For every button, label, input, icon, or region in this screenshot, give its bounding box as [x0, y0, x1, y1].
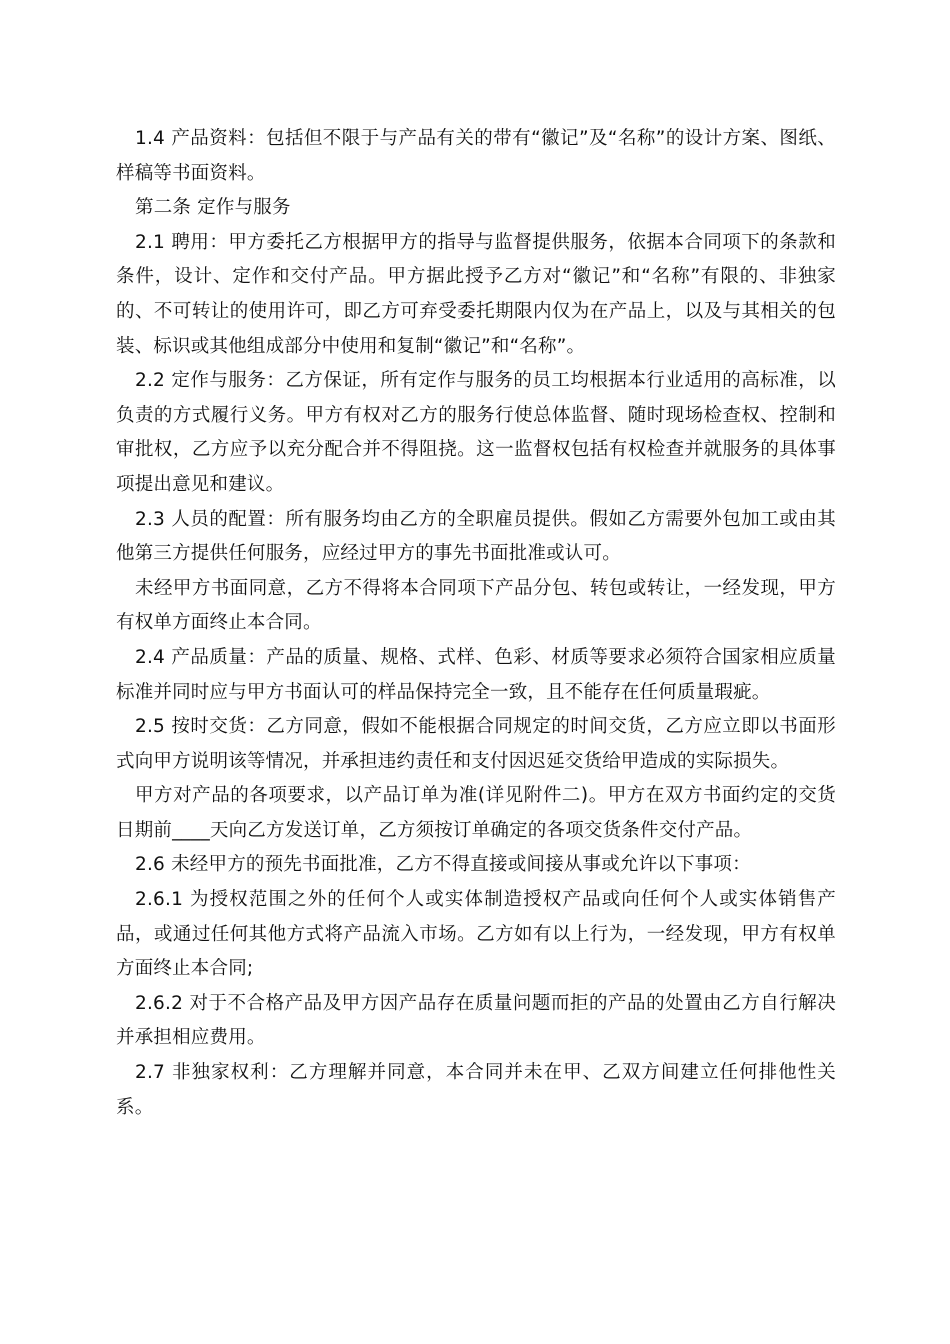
- clause-2-3: 2.3 人员的配置：所有服务均由乙方的全职雇员提供。假如乙方需要外包加工或由其他第三方提供任何服务，应经过甲方的事先书面批准或认可。: [116, 508, 836, 565]
- clause-2-7: 2.7 非独家权利：乙方理解并同意，本合同并未在甲、乙双方间建立任何排他性关系。: [116, 1062, 836, 1118]
- clause-2-4: 2.4 产品质量：产品的质量、规格、式样、色彩、材质等要求必须符合国家相应质量标准并同时应与甲方书面认可的样品保持完全一致，且不能存在任何质量瑕疵。: [116, 646, 836, 703]
- clause-2-1: 2.1 聘用：甲方委托乙方根据甲方的指导与监督提供服务，依据本合同项下的条款和条件，设计、定作和交付产品。甲方据此授予乙方对“徽记”和“名称”有限的、非独家的、不可转让的使用许可，即乙方可弃受委托期限内仅为在产品上，以及与其相关的包装、标识或其他组成部分中使用和复制“徽记”和“名称”。: [116, 231, 836, 357]
- clause-1-4: 1.4 产品资料：包括但不限于与产品有关的带有“徽记”及“名称”的设计方案、图纸、样稿等书面资料。: [116, 128, 836, 184]
- document-page: [116, 122, 836, 1125]
- clause-2-2: 2.2 定作与服务：乙方保证，所有定作与服务的员工均根据本行业适用的高标准，以负责的方式履行义务。甲方有权对乙方的服务行使总体监督、随时现场检查权、控制和审批权，乙方应予以充分配合并不得阻挠。这一监督权包括有权检查并就服务的具体事项提出意见和建议。: [116, 370, 836, 495]
- clause-2-5-orders: 甲方对产品的各项要求，以产品订单为准(详见附件二)。甲方在双方书面约定的交货日期前____天向乙方发送订单，乙方须按订单确定的各项交货条件交付产品。: [116, 785, 836, 841]
- clause-2-6-1: 2.6.1 为授权范围之外的任何个人或实体制造授权产品或向任何个人或实体销售产品，或通过任何其他方式将产品流入市场。乙方如有以上行为，一经发现，甲方有权单方面终止本合同;: [116, 889, 836, 980]
- clause-2-5: 2.5 按时交货：乙方同意，假如不能根据合同规定的时间交货，乙方应立即以书面形式向甲方说明该等情况，并承担违约责任和支付因迟延交货给甲造成的实际损失。: [116, 716, 836, 772]
- article-2-heading: 第二条 定作与服务: [135, 197, 291, 219]
- clause-2-3-subcontract: 未经甲方书面同意，乙方不得将本合同项下产品分包、转包或转让，一经发现，甲方有权单方面终止本合同。: [116, 577, 836, 634]
- clause-2-6-2: 2.6.2 对于不合格产品及甲方因产品存在质量问题而拒的产品的处置由乙方自行解决并承担相应费用。: [116, 992, 836, 1049]
- clause-2-6: 2.6 未经甲方的预先书面批准，乙方不得直接或间接从事或允许以下事项：: [135, 854, 751, 876]
